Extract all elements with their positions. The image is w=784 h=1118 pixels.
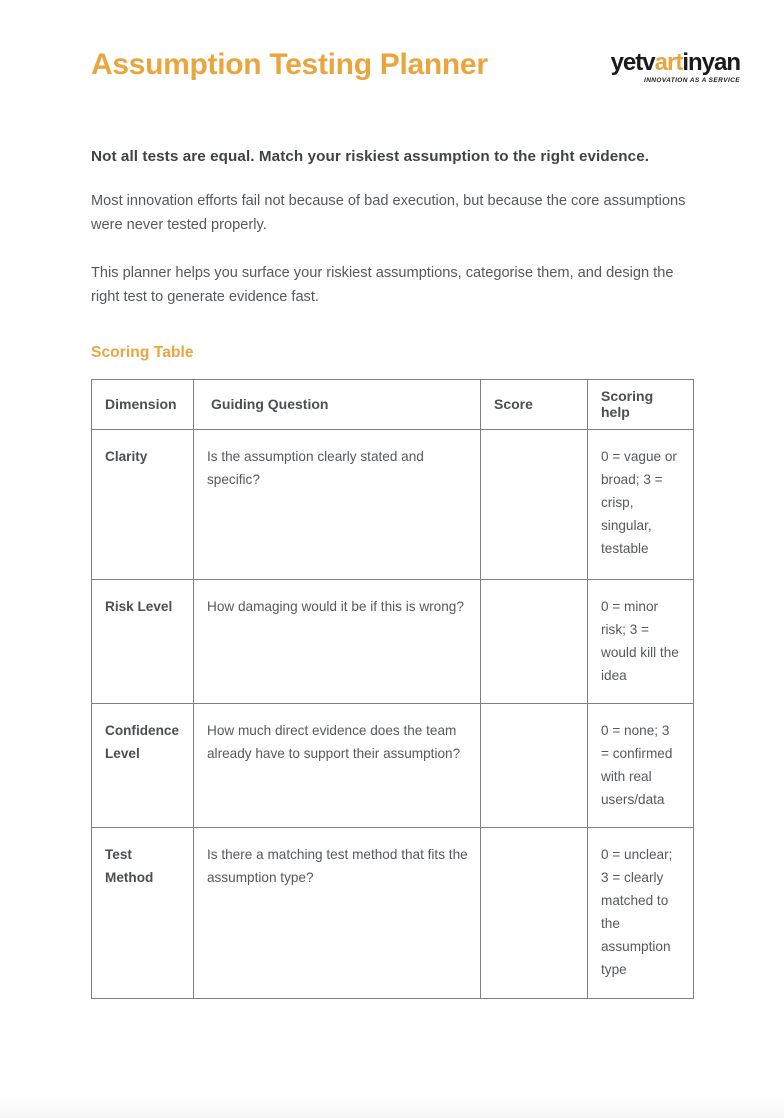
- help-cell: 0 = minor risk; 3 = would kill the idea: [588, 579, 694, 703]
- table-row: [92, 579, 694, 703]
- logo-text-post: inyan: [682, 49, 740, 76]
- intro-paragraph-1: Most innovation efforts fail not because of bad execution, but because the core assumptions were never tested properly.: [91, 193, 686, 233]
- question-cell: How much direct evidence does the team already have to support their assumption?: [194, 703, 481, 827]
- help-cell: 0 = none; 3 = confirmed with real users/data: [588, 703, 694, 827]
- brand-tagline: INNOVATION AS A SERVICE: [644, 77, 740, 85]
- brand-logo: [611, 50, 740, 84]
- page-header: [91, 46, 740, 85]
- table-row: [92, 827, 694, 998]
- intro-paragraph-2: This planner helps you surface your riskiest assumptions, categorise them, and design the right test to generate evidence fast.: [91, 265, 674, 306]
- scoring-table-heading: Scoring Table: [91, 343, 194, 361]
- dimension-cell: Confidence Level: [92, 703, 194, 827]
- table-header-row: [92, 379, 694, 429]
- column-header-dimension: Dimension: [92, 379, 194, 429]
- page-bottom-fade: [0, 1096, 784, 1118]
- score-cell: [481, 827, 588, 998]
- logo-text-accent: art: [654, 49, 683, 76]
- dimension-cell: Test Method: [92, 827, 194, 998]
- column-header-guiding-question: Guiding Question: [194, 379, 481, 429]
- column-header-scoring-help: Scoring help: [588, 379, 694, 429]
- help-cell: 0 = vague or broad; 3 = crisp, singular, testable: [588, 429, 694, 579]
- question-cell: How damaging would it be if this is wrong?: [194, 579, 481, 703]
- question-cell: Is there a matching test method that fits the assumption type?: [194, 827, 481, 998]
- table-row: [92, 703, 694, 827]
- scoring-table: [91, 379, 694, 999]
- brand-logo-wordmark: [611, 50, 740, 75]
- help-cell: 0 = unclear; 3 = clearly matched to the assumption type: [588, 827, 694, 998]
- table-row: [92, 429, 694, 579]
- intro-lead: Not all tests are equal. Match your riskiest assumption to the right evidence.: [91, 148, 650, 166]
- score-cell: [481, 429, 588, 579]
- dimension-cell: Clarity: [92, 429, 194, 579]
- dimension-cell: Risk Level: [92, 579, 194, 703]
- question-cell: Is the assumption clearly stated and specific?: [194, 429, 481, 579]
- column-header-score: Score: [481, 379, 588, 429]
- page-title: Assumption Testing Planner: [91, 48, 488, 81]
- score-cell: [481, 703, 588, 827]
- score-cell: [481, 579, 588, 703]
- logo-text-pre: yetv: [610, 49, 655, 76]
